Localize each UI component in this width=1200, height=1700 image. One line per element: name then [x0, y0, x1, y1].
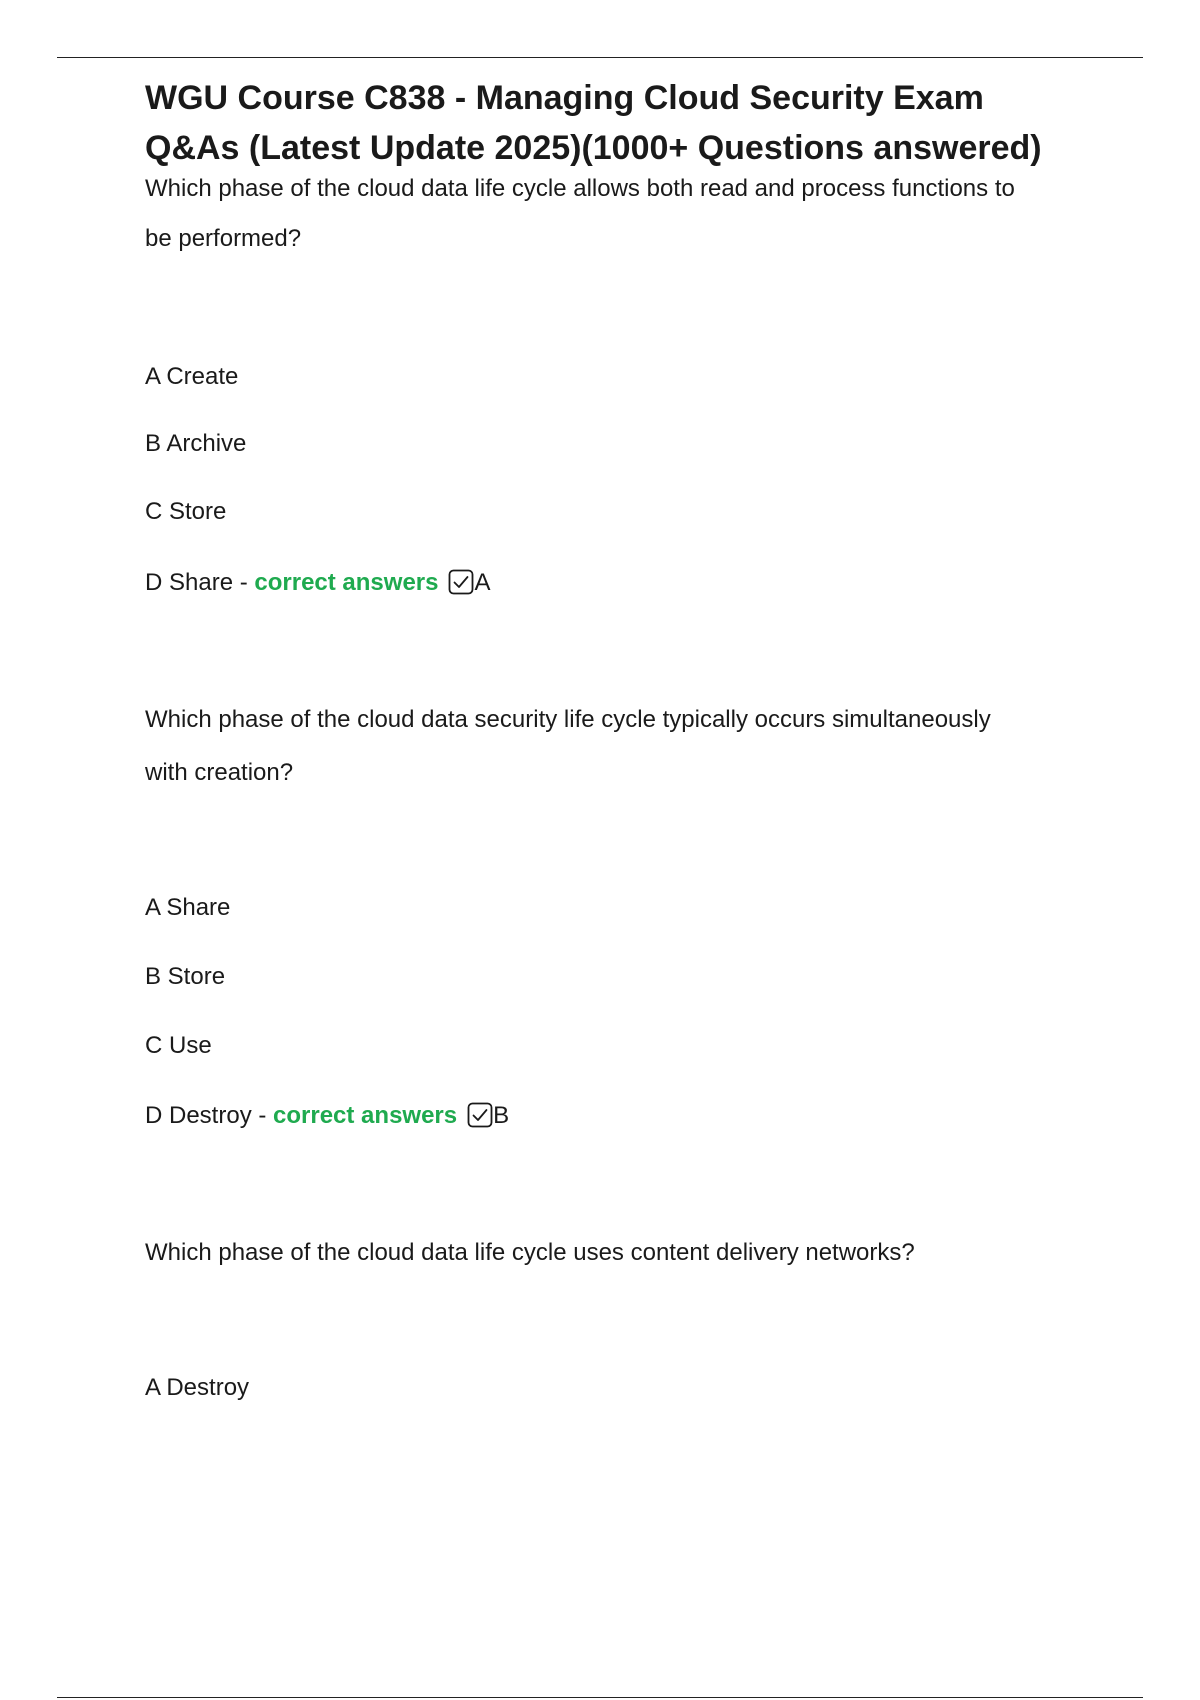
correct-answers-label: correct answers [273, 1102, 458, 1129]
document-title-line-1: WGU Course C838 - Managing Cloud Security Exam [145, 79, 984, 117]
question-1-text-continued: be performed? [145, 225, 302, 252]
question-3-text: Which phase of the cloud data life cycle uses content delivery networks? [145, 1239, 915, 1266]
checkbox-check-icon [448, 569, 474, 595]
document-title-line-2: Q&As (Latest Update 2025)(1000+ Questions answered) [145, 129, 1042, 167]
question-1-option-b: B Archive [145, 430, 247, 457]
question-2-option-d-row [145, 1101, 509, 1131]
document-title [145, 73, 1155, 173]
question-1-option-a: A Create [145, 363, 239, 390]
question-1-option-d: D Share - [145, 569, 255, 596]
question-1-option-d-row [145, 568, 491, 598]
question-1-answer: A [474, 569, 491, 596]
question-1-option-c: C Store [145, 498, 227, 525]
question-2-text: Which phase of the cloud data security life cycle typically occurs simultaneously [145, 706, 991, 733]
question-2-text-continued: with creation? [145, 759, 294, 786]
question-2-option-c: C Use [145, 1032, 212, 1059]
question-2-option-a: A Share [145, 894, 231, 921]
question-2-option-d: D Destroy - [145, 1102, 274, 1129]
top-rule [57, 57, 1143, 58]
checkbox-check-icon [467, 1102, 493, 1128]
question-1-text: Which phase of the cloud data life cycle allows both read and process functions to [145, 175, 1015, 202]
bottom-rule [57, 1697, 1143, 1698]
correct-answers-label: correct answers [254, 569, 439, 596]
question-2-option-b: B Store [145, 963, 226, 990]
question-3-option-a: A Destroy [145, 1374, 250, 1401]
question-2-answer: B [493, 1102, 510, 1129]
